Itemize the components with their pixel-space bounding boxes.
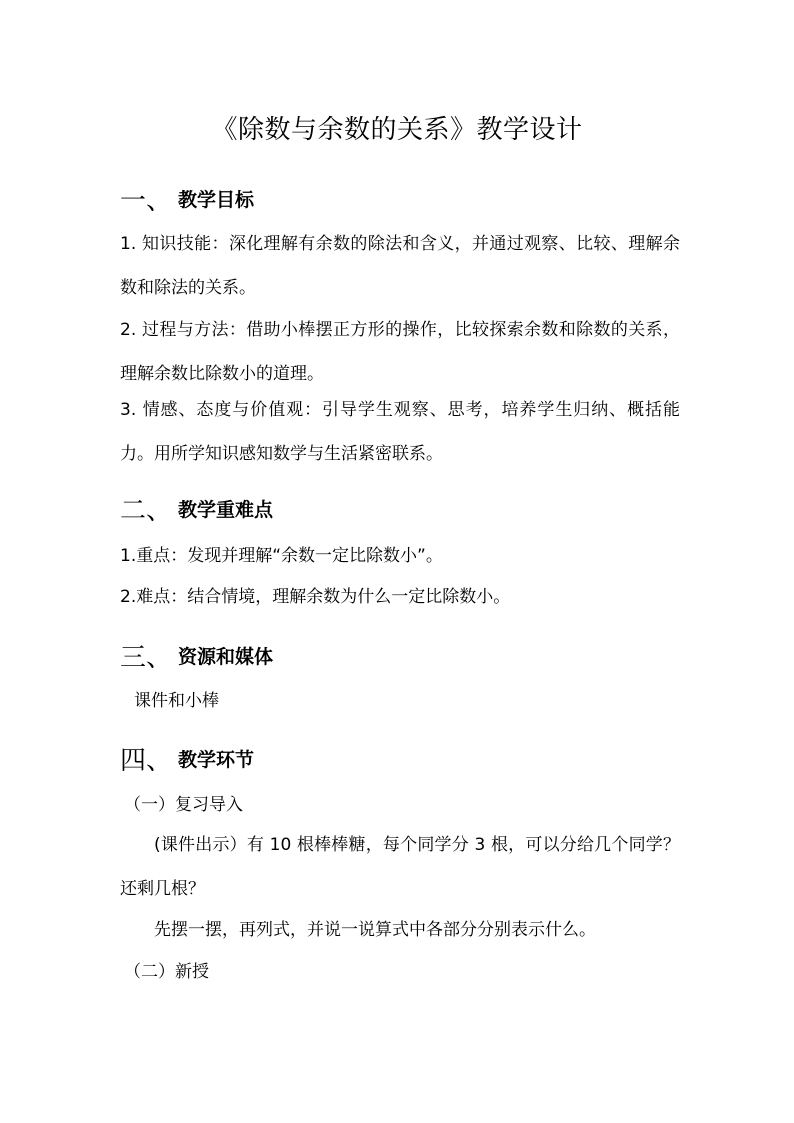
document-title: 《除数与余数的关系》教学设计 <box>211 115 583 145</box>
section-title: 教学环节 <box>178 748 255 771</box>
subsection-new-lesson: （二）新授 <box>124 962 209 982</box>
section-heading-resources <box>120 637 273 673</box>
review-problem: (课件出示）有 10 根棒棒糖，每个同学分 3 根，可以分给几个同学？还剩几根？ <box>120 835 680 899</box>
review-instruction: 先摆一摆，再列式，并说一说算式中各部分分别表示什么。 <box>154 920 596 940</box>
section-title: 教学目标 <box>178 188 255 211</box>
objective-attitude: 3. 情感、态度与价值观：引导学生观察、思考，培养学生归纳、概括能力。用所学知识感知数学与生活紧密联系。 <box>120 400 680 464</box>
objective-process: 2. 过程与方法：借助小棒摆正方形的操作，比较探索余数和除数的关系，理解余数比除数小的道理。 <box>120 320 680 384</box>
section-title: 教学重难点 <box>178 498 274 521</box>
difficulty-item: 2.难点：结合情境，理解余数为什么一定比除数小。 <box>120 587 511 607</box>
section-title: 资源和媒体 <box>178 645 274 668</box>
objective-knowledge: 1. 知识技能：深化理解有余数的除法和含义，并通过观察、比较、理解余数和除法的关系。 <box>120 234 680 298</box>
section-heading-key-points <box>120 490 273 526</box>
section-heading-objectives <box>120 180 254 216</box>
section-number: 四、 <box>120 745 173 776</box>
section-number: 二、 <box>120 495 173 526</box>
section-number: 三、 <box>120 642 173 673</box>
section-heading-teaching-steps <box>120 740 254 776</box>
subsection-review: （一）复习导入 <box>124 795 243 815</box>
section-number: 一、 <box>120 185 173 216</box>
key-point-item: 1.重点：发现并理解“余数一定比除数小”。 <box>120 546 443 566</box>
resources-item: 课件和小棒 <box>134 691 219 711</box>
